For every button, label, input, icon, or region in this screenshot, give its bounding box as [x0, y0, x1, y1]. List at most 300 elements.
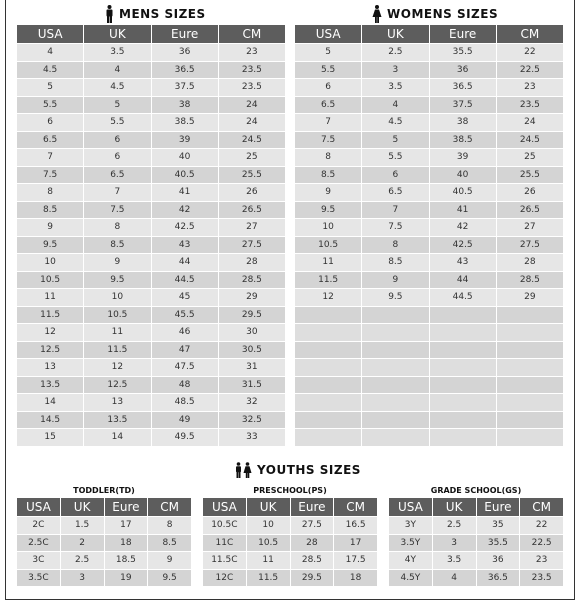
- table-cell: 4.5: [362, 114, 429, 132]
- table-cell: 22: [496, 44, 563, 62]
- table-cell: 9.5: [148, 569, 192, 587]
- table-row: [17, 341, 286, 359]
- table-row: [17, 254, 286, 272]
- table-cell: 9.5: [17, 236, 84, 254]
- table-cell: 4.5Y: [389, 569, 433, 587]
- womens-section-title: [372, 5, 498, 23]
- table-cell: 23.5: [496, 96, 563, 114]
- column-header-usa: USA: [389, 498, 433, 517]
- table-cell: 22.5: [496, 61, 563, 79]
- empty-cell: [295, 429, 362, 447]
- empty-cell: [429, 324, 496, 342]
- table-cell: 4: [84, 61, 151, 79]
- empty-cell: [429, 394, 496, 412]
- table-row: [295, 149, 564, 167]
- empty-cell: [362, 376, 429, 394]
- table-row: [295, 254, 564, 272]
- table-cell: 49: [151, 411, 218, 429]
- empty-cell: [429, 341, 496, 359]
- table-cell: 29.5: [218, 306, 285, 324]
- table-cell: 3: [362, 61, 429, 79]
- empty-cell: [362, 394, 429, 412]
- table-cell: 9: [84, 254, 151, 272]
- table-cell: 18.5: [104, 552, 148, 570]
- table-row: [17, 411, 286, 429]
- table-row: [295, 341, 564, 359]
- table-cell: 27.5: [218, 236, 285, 254]
- table-cell: 11C: [203, 534, 247, 552]
- table-cell: 45: [151, 289, 218, 307]
- table-cell: 2.5: [60, 552, 104, 570]
- empty-cell: [362, 341, 429, 359]
- column-header-eure: Eure: [290, 498, 334, 517]
- table-cell: 4: [432, 569, 476, 587]
- empty-cell: [496, 394, 563, 412]
- table-cell: 26.5: [218, 201, 285, 219]
- header-row: [389, 498, 564, 517]
- table-cell: 11.5: [295, 271, 362, 289]
- table-cell: 40.5: [151, 166, 218, 184]
- table-cell: 11: [17, 289, 84, 307]
- empty-cell: [295, 359, 362, 377]
- table-cell: 6: [362, 166, 429, 184]
- column-header-cm: CM: [334, 498, 378, 517]
- table-row: [17, 166, 286, 184]
- table-cell: 11: [295, 254, 362, 272]
- header-row: [295, 25, 564, 44]
- column-header-uk: UK: [246, 498, 290, 517]
- empty-cell: [295, 306, 362, 324]
- table-cell: 10: [17, 254, 84, 272]
- table-cell: 7.5: [362, 219, 429, 237]
- table-cell: 25: [218, 149, 285, 167]
- table-row: [17, 359, 286, 377]
- womens-size-table: [294, 24, 564, 447]
- table-cell: 24: [218, 96, 285, 114]
- table-cell: 7: [17, 149, 84, 167]
- table-cell: 42: [429, 219, 496, 237]
- table-row: [295, 79, 564, 97]
- table-cell: 27: [218, 219, 285, 237]
- header-row: [17, 25, 286, 44]
- youths-section-title: [234, 462, 361, 478]
- man-icon: [105, 5, 114, 23]
- table-row: [295, 429, 564, 447]
- table-row: [389, 534, 564, 552]
- table-row: [17, 184, 286, 202]
- table-cell: 3: [60, 569, 104, 587]
- table-cell: 15: [17, 429, 84, 447]
- empty-cell: [496, 429, 563, 447]
- table-cell: 3.5: [84, 44, 151, 62]
- table-cell: 10: [246, 517, 290, 535]
- table-row: [295, 271, 564, 289]
- table-cell: 8: [148, 517, 192, 535]
- table-row: [17, 306, 286, 324]
- column-header-usa: USA: [17, 25, 84, 44]
- table-cell: 39: [429, 149, 496, 167]
- table-row: [389, 552, 564, 570]
- table-cell: 32.5: [218, 411, 285, 429]
- table-cell: 11: [84, 324, 151, 342]
- column-header-cm: CM: [520, 498, 564, 517]
- table-cell: 8.5: [362, 254, 429, 272]
- table-cell: 14.5: [17, 411, 84, 429]
- table-cell: 44.5: [429, 289, 496, 307]
- table-row: [295, 394, 564, 412]
- table-row: [17, 569, 192, 587]
- table-cell: 9: [362, 271, 429, 289]
- table-cell: 29.5: [290, 569, 334, 587]
- table-cell: 38.5: [151, 114, 218, 132]
- youths-title: YOUTHS SIZES: [257, 463, 361, 477]
- column-header-eure: Eure: [429, 25, 496, 44]
- table-row: [203, 552, 378, 570]
- table-cell: 18: [104, 534, 148, 552]
- table-cell: 13: [84, 394, 151, 412]
- table-cell: 7: [84, 184, 151, 202]
- table-row: [295, 359, 564, 377]
- table-cell: 11: [246, 552, 290, 570]
- table-cell: 13: [17, 359, 84, 377]
- table-cell: 17.5: [334, 552, 378, 570]
- table-cell: 12: [17, 324, 84, 342]
- empty-cell: [295, 324, 362, 342]
- table-cell: 27.5: [290, 517, 334, 535]
- table-row: [295, 131, 564, 149]
- table-row: [203, 534, 378, 552]
- table-row: [17, 79, 286, 97]
- table-cell: 47: [151, 341, 218, 359]
- table-cell: 11.5: [246, 569, 290, 587]
- table-cell: 3.5: [362, 79, 429, 97]
- table-cell: 36.5: [151, 61, 218, 79]
- toddler-size-table: [16, 497, 192, 587]
- table-cell: 11.5: [17, 306, 84, 324]
- table-row: [295, 166, 564, 184]
- children-icon: [234, 462, 252, 478]
- table-cell: 42: [151, 201, 218, 219]
- table-row: [17, 324, 286, 342]
- table-cell: 38: [151, 96, 218, 114]
- table-cell: 5.5: [17, 96, 84, 114]
- table-cell: 18: [334, 569, 378, 587]
- table-cell: 6.5: [295, 96, 362, 114]
- gradeschool-size-table: [388, 497, 564, 587]
- table-cell: 4Y: [389, 552, 433, 570]
- table-cell: 8.5: [148, 534, 192, 552]
- empty-cell: [496, 341, 563, 359]
- table-row: [295, 114, 564, 132]
- empty-cell: [496, 376, 563, 394]
- table-row: [295, 411, 564, 429]
- mens-section-title: [105, 5, 206, 23]
- table-cell: 19: [104, 569, 148, 587]
- table-cell: 31.5: [218, 376, 285, 394]
- table-cell: 17: [334, 534, 378, 552]
- table-cell: 30: [218, 324, 285, 342]
- table-cell: 6.5: [84, 166, 151, 184]
- table-cell: 22.5: [520, 534, 564, 552]
- table-cell: 7.5: [17, 166, 84, 184]
- table-cell: 29: [218, 289, 285, 307]
- empty-cell: [496, 359, 563, 377]
- table-cell: 25.5: [496, 166, 563, 184]
- table-cell: 6: [295, 79, 362, 97]
- gradeschool-title: GRADE SCHOOL(GS): [430, 486, 522, 495]
- column-header-usa: USA: [295, 25, 362, 44]
- empty-cell: [295, 394, 362, 412]
- table-cell: 42.5: [151, 219, 218, 237]
- table-cell: 13.5: [17, 376, 84, 394]
- table-row: [295, 44, 564, 62]
- table-cell: 4.5: [17, 61, 84, 79]
- woman-icon: [372, 5, 382, 23]
- table-cell: 48: [151, 376, 218, 394]
- table-cell: 28.5: [218, 271, 285, 289]
- table-cell: 49.5: [151, 429, 218, 447]
- column-header-usa: USA: [17, 498, 61, 517]
- header-row: [203, 498, 378, 517]
- table-cell: 43: [429, 254, 496, 272]
- table-cell: 10.5: [84, 306, 151, 324]
- table-cell: 9: [295, 184, 362, 202]
- table-cell: 29: [496, 289, 563, 307]
- table-cell: 25: [496, 149, 563, 167]
- table-row: [295, 201, 564, 219]
- table-cell: 28.5: [290, 552, 334, 570]
- table-cell: 5: [17, 79, 84, 97]
- table-cell: 12.5: [17, 341, 84, 359]
- table-row: [295, 289, 564, 307]
- table-cell: 2.5C: [17, 534, 61, 552]
- table-cell: 23.5: [218, 79, 285, 97]
- table-cell: 26: [218, 184, 285, 202]
- table-cell: 27.5: [496, 236, 563, 254]
- table-cell: 12: [84, 359, 151, 377]
- table-cell: 8.5: [84, 236, 151, 254]
- table-cell: 3Y: [389, 517, 433, 535]
- column-header-usa: USA: [203, 498, 247, 517]
- table-cell: 2: [60, 534, 104, 552]
- column-header-uk: UK: [432, 498, 476, 517]
- empty-cell: [496, 306, 563, 324]
- table-cell: 10.5: [295, 236, 362, 254]
- table-row: [17, 429, 286, 447]
- table-cell: 44: [429, 271, 496, 289]
- table-row: [17, 534, 192, 552]
- table-row: [295, 96, 564, 114]
- table-cell: 8.5: [295, 166, 362, 184]
- column-header-eure: Eure: [476, 498, 520, 517]
- table-row: [17, 394, 286, 412]
- preschool-title: PRESCHOOL(PS): [253, 486, 327, 495]
- table-cell: 12.5: [84, 376, 151, 394]
- table-row: [17, 552, 192, 570]
- table-cell: 24.5: [218, 131, 285, 149]
- table-cell: 44: [151, 254, 218, 272]
- empty-cell: [429, 359, 496, 377]
- table-cell: 36: [151, 44, 218, 62]
- table-cell: 33: [218, 429, 285, 447]
- table-row: [17, 61, 286, 79]
- table-cell: 4.5: [84, 79, 151, 97]
- table-cell: 9.5: [362, 289, 429, 307]
- empty-cell: [362, 306, 429, 324]
- table-cell: 40: [151, 149, 218, 167]
- table-cell: 23: [496, 79, 563, 97]
- table-cell: 38.5: [429, 131, 496, 149]
- table-cell: 36: [476, 552, 520, 570]
- table-cell: 5: [295, 44, 362, 62]
- empty-cell: [429, 306, 496, 324]
- table-cell: 23: [520, 552, 564, 570]
- table-cell: 3.5Y: [389, 534, 433, 552]
- table-row: [203, 569, 378, 587]
- empty-cell: [362, 411, 429, 429]
- table-row: [17, 219, 286, 237]
- column-header-eure: Eure: [151, 25, 218, 44]
- empty-cell: [429, 429, 496, 447]
- table-cell: 26.5: [496, 201, 563, 219]
- table-cell: 41: [429, 201, 496, 219]
- table-cell: 2C: [17, 517, 61, 535]
- table-cell: 28: [290, 534, 334, 552]
- table-row: [17, 131, 286, 149]
- table-cell: 26: [496, 184, 563, 202]
- table-cell: 40.5: [429, 184, 496, 202]
- table-cell: 14: [17, 394, 84, 412]
- empty-cell: [496, 324, 563, 342]
- mens-size-table: [16, 24, 286, 447]
- table-row: [295, 184, 564, 202]
- empty-cell: [295, 376, 362, 394]
- table-cell: 24: [218, 114, 285, 132]
- table-row: [17, 114, 286, 132]
- table-cell: 14: [84, 429, 151, 447]
- table-row: [17, 376, 286, 394]
- column-header-uk: UK: [362, 25, 429, 44]
- table-row: [17, 149, 286, 167]
- table-cell: 12C: [203, 569, 247, 587]
- table-cell: 28: [218, 254, 285, 272]
- table-cell: 9.5: [295, 201, 362, 219]
- table-cell: 45.5: [151, 306, 218, 324]
- table-cell: 5: [362, 131, 429, 149]
- empty-cell: [362, 359, 429, 377]
- table-row: [389, 569, 564, 587]
- column-header-uk: UK: [84, 25, 151, 44]
- table-cell: 17: [104, 517, 148, 535]
- table-row: [17, 271, 286, 289]
- table-cell: 3.5: [432, 552, 476, 570]
- table-cell: 42.5: [429, 236, 496, 254]
- table-row: [389, 517, 564, 535]
- table-cell: 7.5: [295, 131, 362, 149]
- column-header-eure: Eure: [104, 498, 148, 517]
- table-cell: 5.5: [84, 114, 151, 132]
- header-row: [17, 498, 192, 517]
- empty-cell: [295, 341, 362, 359]
- table-cell: 28.5: [496, 271, 563, 289]
- table-cell: 23.5: [520, 569, 564, 587]
- table-cell: 6: [84, 149, 151, 167]
- table-cell: 2.5: [432, 517, 476, 535]
- table-cell: 40: [429, 166, 496, 184]
- empty-cell: [429, 376, 496, 394]
- table-cell: 6: [17, 114, 84, 132]
- column-header-cm: CM: [496, 25, 563, 44]
- table-cell: 3.5C: [17, 569, 61, 587]
- table-cell: 39: [151, 131, 218, 149]
- table-cell: 13.5: [84, 411, 151, 429]
- table-cell: 11.5C: [203, 552, 247, 570]
- table-cell: 10: [84, 289, 151, 307]
- table-row: [17, 517, 192, 535]
- column-header-cm: CM: [148, 498, 192, 517]
- table-row: [295, 324, 564, 342]
- table-cell: 1.5: [60, 517, 104, 535]
- empty-cell: [362, 324, 429, 342]
- table-row: [295, 236, 564, 254]
- mens-title: MENS SIZES: [119, 7, 206, 21]
- table-cell: 6.5: [17, 131, 84, 149]
- table-row: [203, 517, 378, 535]
- table-cell: 38: [429, 114, 496, 132]
- table-cell: 28: [496, 254, 563, 272]
- table-cell: 4: [17, 44, 84, 62]
- empty-cell: [429, 411, 496, 429]
- table-cell: 6: [84, 131, 151, 149]
- preschool-size-table: [202, 497, 378, 587]
- table-cell: 30.5: [218, 341, 285, 359]
- table-cell: 12: [295, 289, 362, 307]
- table-cell: 5: [84, 96, 151, 114]
- table-cell: 8.5: [17, 201, 84, 219]
- table-cell: 7: [362, 201, 429, 219]
- table-cell: 10.5: [17, 271, 84, 289]
- table-row: [17, 236, 286, 254]
- table-cell: 8: [84, 219, 151, 237]
- table-cell: 22: [520, 517, 564, 535]
- table-cell: 41: [151, 184, 218, 202]
- table-row: [17, 44, 286, 62]
- table-cell: 36: [429, 61, 496, 79]
- table-cell: 32: [218, 394, 285, 412]
- table-cell: 8: [17, 184, 84, 202]
- table-row: [295, 61, 564, 79]
- table-row: [17, 96, 286, 114]
- womens-title: WOMENS SIZES: [387, 7, 499, 21]
- column-header-cm: CM: [218, 25, 285, 44]
- table-cell: 7: [295, 114, 362, 132]
- table-cell: 5.5: [295, 61, 362, 79]
- table-cell: 10.5: [246, 534, 290, 552]
- table-cell: 8: [295, 149, 362, 167]
- table-cell: 2.5: [362, 44, 429, 62]
- table-cell: 6.5: [362, 184, 429, 202]
- table-cell: 37.5: [151, 79, 218, 97]
- table-row: [17, 201, 286, 219]
- table-cell: 44.5: [151, 271, 218, 289]
- table-cell: 31: [218, 359, 285, 377]
- table-cell: 3C: [17, 552, 61, 570]
- table-cell: 23: [218, 44, 285, 62]
- table-cell: 25.5: [218, 166, 285, 184]
- table-cell: 10.5C: [203, 517, 247, 535]
- table-cell: 24: [496, 114, 563, 132]
- table-cell: 43: [151, 236, 218, 254]
